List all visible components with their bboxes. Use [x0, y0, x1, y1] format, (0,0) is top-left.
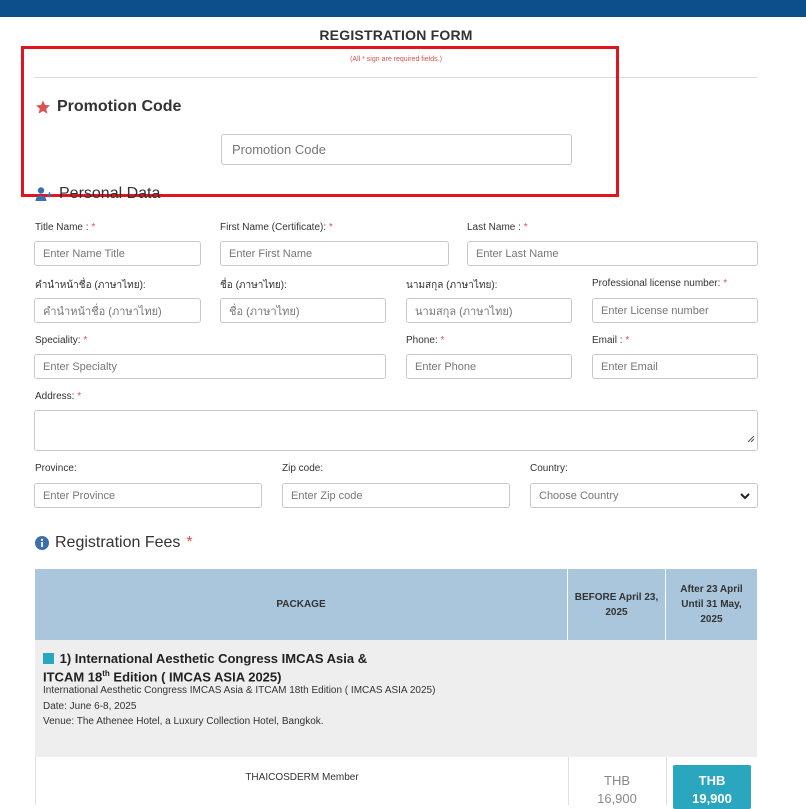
required-mark: *: [328, 222, 333, 233]
required-note: (All * sign are required fields.): [350, 56, 442, 63]
personal-data-heading: [35, 185, 160, 203]
last-th-label: นามสกุล (ภาษาไทย):: [406, 280, 498, 291]
phone-input[interactable]: Enter Phone: [406, 354, 572, 379]
province-label: Province:: [35, 463, 77, 474]
required-mark: *: [523, 222, 528, 233]
zip-input[interactable]: Enter Zip code: [282, 483, 510, 508]
email-label: [592, 335, 629, 346]
personal-data-heading-label: Personal Data: [59, 185, 161, 202]
package-desc: International Aesthetic Congress IMCAS Asia & ITCAM 18th Edition ( IMCAS ASIA 2025): [43, 685, 436, 696]
country-select[interactable]: [530, 483, 758, 508]
col-package: PACKAGE: [35, 569, 567, 640]
package-title-line1: 1) International Aesthetic Congress IMCAS Asia &: [59, 651, 368, 666]
registration-fees-label: Registration Fees: [55, 534, 181, 551]
title-name-input[interactable]: Enter Name Title: [34, 241, 201, 266]
before-amount: 16,900: [597, 791, 637, 806]
after-currency: THB: [698, 773, 726, 788]
package-title: [43, 651, 367, 684]
required-mark: *: [440, 335, 445, 346]
package-date: Date: June 6-8, 2025: [43, 700, 137, 712]
before-price[interactable]: [568, 772, 666, 808]
first-name-input[interactable]: Enter First Name: [220, 241, 449, 266]
license-label: [592, 278, 727, 289]
country-select-value: Choose Country: [539, 489, 619, 502]
top-bar: [0, 0, 806, 17]
registration-fees-heading: [35, 534, 193, 552]
phone-label: [406, 335, 444, 346]
title-name-label: [35, 222, 95, 233]
resize-handle-icon[interactable]: [747, 430, 755, 448]
first-th-input[interactable]: ชื่อ (ภาษาไทย): [220, 298, 386, 323]
required-mark: *: [83, 335, 88, 346]
last-name-label: [467, 222, 528, 233]
last-name-label-text: Last Name :: [467, 222, 521, 233]
title-name-label-text: Title Name :: [35, 222, 89, 233]
title-th-label: คำนำหน้าชื่อ (ภาษาไทย):: [35, 280, 146, 291]
email-input[interactable]: Enter Email: [592, 354, 758, 379]
col-before: BEFORE April 23, 2025: [567, 569, 665, 640]
province-input[interactable]: Enter Province: [34, 483, 262, 508]
package-details: [43, 683, 435, 730]
package-venue: Venue: The Athenee Hotel, a Luxury Collection Hotel, Bangkok.: [43, 716, 324, 727]
last-th-input[interactable]: นามสกุล (ภาษาไทย): [406, 298, 572, 323]
required-mark: *: [91, 222, 96, 233]
after-amount: 19,900: [692, 791, 732, 806]
package-title-line2b: Edition ( IMCAS ASIA 2025): [109, 669, 282, 685]
package-row: [35, 640, 757, 757]
info-icon: [35, 536, 49, 550]
add-user-icon: [35, 186, 53, 202]
address-label: [35, 391, 81, 402]
required-mark: *: [186, 534, 193, 551]
address-textarea[interactable]: [34, 410, 758, 451]
member-row: [35, 757, 757, 805]
cell-divider: [666, 757, 667, 805]
required-mark: *: [723, 278, 728, 289]
first-th-label: ชื่อ (ภาษาไทย):: [220, 280, 287, 291]
first-name-label: [220, 222, 333, 233]
before-currency: THB: [604, 773, 630, 788]
col-after: After 23 April Until 31 May, 2025: [665, 569, 757, 640]
specialty-input[interactable]: Enter Specialty: [34, 354, 386, 379]
license-input[interactable]: Enter License number: [592, 298, 758, 323]
specialty-label-text: Speciality:: [35, 335, 81, 346]
after-price-button[interactable]: [673, 765, 751, 809]
email-label-text: Email :: [592, 335, 623, 346]
license-label-text: Professional license number:: [592, 278, 721, 289]
package-title-line2: ITCAM 18: [43, 669, 103, 685]
first-name-label-text: First Name (Certificate):: [220, 222, 327, 233]
address-label-text: Address:: [35, 391, 75, 402]
last-name-input[interactable]: Enter Last Name: [467, 241, 758, 266]
promotion-heading-label: Promotion Code: [57, 98, 182, 115]
zip-label: Zip code:: [282, 463, 324, 474]
required-mark: *: [77, 391, 82, 402]
required-mark: *: [625, 335, 630, 346]
package-title-sup: th: [102, 669, 110, 678]
promotion-code-input[interactable]: Promotion Code: [221, 134, 572, 165]
specialty-label: [35, 335, 87, 346]
page-title: REGISTRATION FORM: [319, 27, 473, 43]
country-label: Country:: [530, 463, 568, 474]
package-checkbox[interactable]: [43, 653, 54, 664]
title-th-input[interactable]: คำนำหน้าชื่อ (ภาษาไทย): [34, 298, 201, 323]
member-name: THAICOSDERM Member: [245, 772, 359, 783]
phone-label-text: Phone:: [406, 335, 438, 346]
highlight-box: [21, 46, 619, 197]
chevron-down-icon: [739, 490, 751, 505]
